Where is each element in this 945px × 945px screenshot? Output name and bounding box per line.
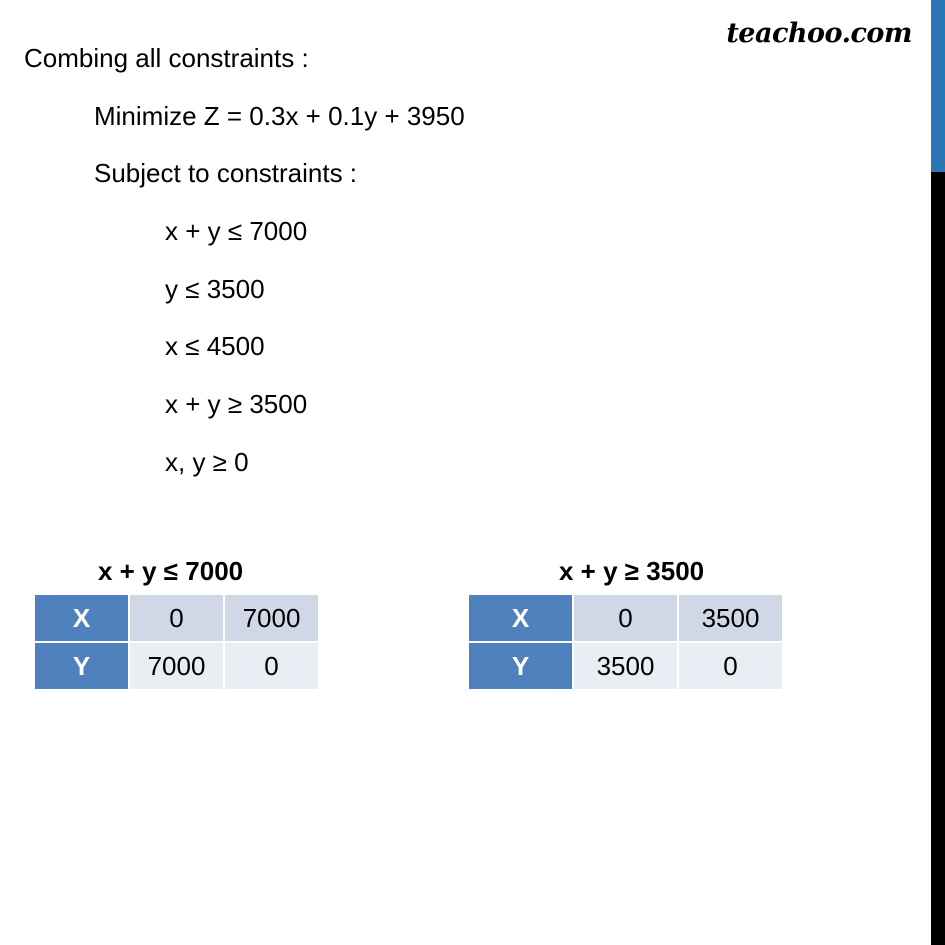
row-label: Y [468, 642, 573, 690]
constraint-item: x + y ≤ 7000 [165, 216, 308, 246]
row-label: X [34, 594, 129, 642]
right-sidebar-accent [931, 0, 945, 172]
table-title: x + y ≥ 3500 [559, 556, 705, 586]
heading: Combing all constraints : [24, 43, 309, 73]
table-cell: 3500 [573, 642, 678, 690]
table-cell: 7000 [129, 642, 224, 690]
row-label: Y [34, 642, 129, 690]
table-cell: 0 [573, 594, 678, 642]
table-cell: 7000 [224, 594, 319, 642]
coordinate-table [467, 593, 784, 691]
table-row [468, 594, 783, 642]
constraint-item: y ≤ 3500 [165, 274, 265, 304]
table-cell: 0 [678, 642, 783, 690]
subject-to-label: Subject to constraints : [94, 158, 358, 188]
table-row [468, 642, 783, 690]
table-cell: 0 [224, 642, 319, 690]
table-cell: 0 [129, 594, 224, 642]
constraint-item: x ≤ 4500 [165, 331, 265, 361]
table-row [34, 594, 319, 642]
coordinate-table [33, 593, 320, 691]
constraint-item: x + y ≥ 3500 [165, 389, 308, 419]
row-label: X [468, 594, 573, 642]
table-row [34, 642, 319, 690]
table-cell: 3500 [678, 594, 783, 642]
constraint-item: x, y ≥ 0 [165, 447, 249, 477]
objective-function: Minimize Z = 0.3x + 0.1y + 3950 [94, 101, 465, 131]
table-title: x + y ≤ 7000 [98, 556, 244, 586]
teachoo-logo: teachoo.com [726, 18, 912, 49]
